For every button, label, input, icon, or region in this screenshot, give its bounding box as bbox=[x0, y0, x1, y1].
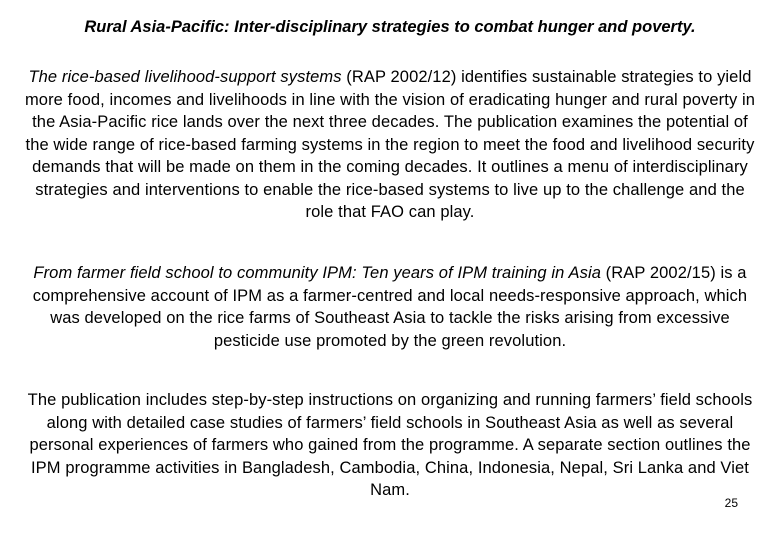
paragraph-ipm-text: (RAP 2002/15) is a comprehensive account of IPM as a farmer-centred and local needs-responsive approach, which was developed on the rice farms of Southeast Asia to tackle the risks arising from excessive pesticide use promoted by the green revolution. bbox=[32, 264, 748, 350]
page-heading: Rural Asia-Pacific: Inter-disciplinary strategies to combat hunger and poverty. bbox=[84, 18, 696, 36]
paragraph-publication-details: The publication includes step-by-step instructions on organizing and running farmers’ field schools along with detailed case studies of farmers’ field schools in Southeast Asia as well as several personal experiences of farmers who gained from the programme. A separate section outlines the IPM programme activities in Bangladesh, Cambodia, China, Indonesia, Nepal, Sri Lanka and Viet Nam. bbox=[27, 391, 753, 499]
paragraph-ipm-training bbox=[24, 262, 756, 352]
publication-title-rice-based: The rice-based livelihood-support systems bbox=[28, 68, 342, 86]
publication-title-ipm: From farmer field school to community IPM: Ten years of IPM training in Asia bbox=[33, 264, 601, 282]
paragraph-rice-based-systems bbox=[24, 66, 756, 224]
page-number: 25 bbox=[724, 496, 738, 510]
paragraph-rice-based-text: (RAP 2002/12) identifies sustainable strategies to yield more food, incomes and livelihoods in line with the vision of eradicating hunger and rural poverty in the Asia-Pacific rice lands over the next three decades. The publication examines the potential of the wide range of rice-based farming systems in the region to meet the food and livelihood security demands that will be made on them in the coming decades. It outlines a menu of interdisciplinary strategies and interventions to enable the rice-based systems to live up to the challenge and the role that FAO can play. bbox=[24, 68, 756, 221]
